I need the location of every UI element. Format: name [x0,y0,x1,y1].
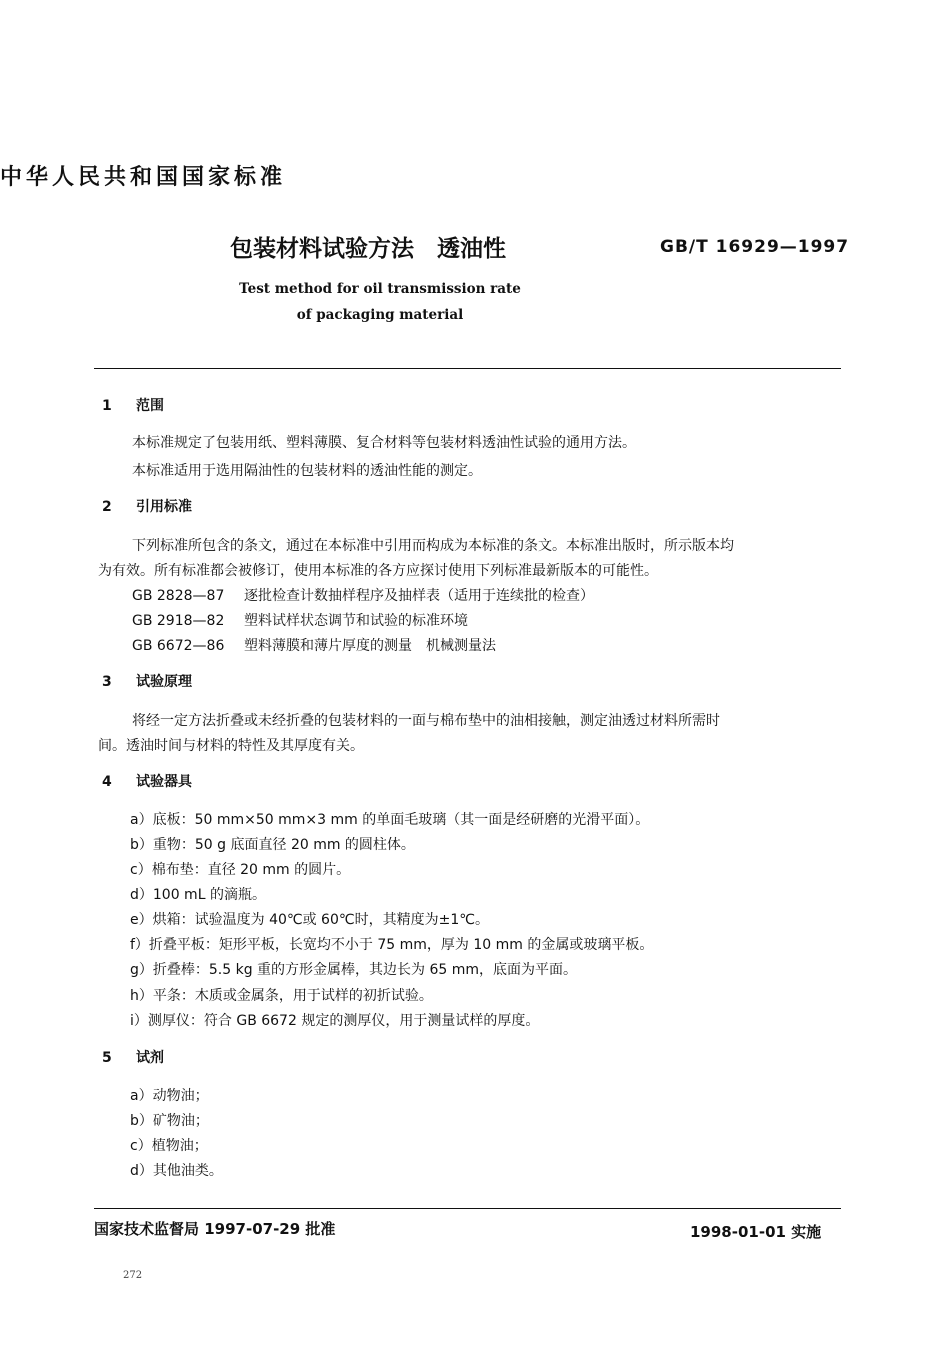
section-title: 引用标准 [136,499,192,515]
reagent-item-d: d）其他油类。 [130,1163,223,1179]
section-number: 4 [102,774,112,790]
apparatus-item-c: c）棉布垫：直径 20 mm 的圆片。 [130,862,351,878]
section-3-heading [102,671,192,691]
reagent-item-a: a）动物油； [130,1088,209,1104]
reference-title: 塑料试样状态调节和试验的标准环境 [244,613,468,629]
reference-title: 逐批检查计数抽样程序及抽样表（适用于连续批的检查） [244,588,594,604]
section-2-paragraph-line-2: 为有效。所有标准都会被修订，使用本标准的各方应探讨使用下列标准最新版本的可能性。 [98,563,658,579]
section-title: 试验原理 [136,674,192,690]
section-2-heading [102,496,192,516]
apparatus-item-a: a）底板：50 mm×50 mm×3 mm 的单面毛玻璃（其一面是经研磨的光滑平面）。 [130,812,650,828]
reference-item [132,610,468,630]
section-3-paragraph-line-1: 将经一定方法折叠或未经折叠的包装材料的一面与棉布垫中的油相接触，测定油透过材料所需时 [132,713,720,729]
english-title-line-1: Test method for oil transmission rate [239,281,521,297]
section-title: 范围 [136,398,164,414]
footer-divider [94,1208,841,1209]
section-1-paragraph-2: 本标准适用于选用隔油性的包装材料的透油性能的测定。 [132,463,482,479]
reference-code: GB 6672—86 [132,638,225,654]
section-title: 试剂 [136,1050,164,1066]
apparatus-item-d: d）100 mL 的滴瓶。 [130,887,266,903]
reagent-item-c: c）植物油； [130,1138,208,1154]
section-number: 2 [102,499,112,515]
header-divider [94,368,841,369]
national-standard-title: 中华人民共和国国家标准 [0,165,287,190]
english-title-line-2: of packaging material [296,307,464,323]
implementation-date: 1998-01-01 实施 [690,1223,822,1241]
section-number: 3 [102,674,112,690]
section-number: 1 [102,398,112,414]
section-number: 5 [102,1050,112,1066]
page-number: 272 [123,1270,143,1281]
reagent-item-b: b）矿物油； [130,1113,209,1129]
apparatus-item-g: g）折叠棒：5.5 kg 重的方形金属棒，其边长为 65 mm，底面为平面。 [130,962,578,978]
reference-item [132,635,496,655]
section-5-heading [102,1047,164,1067]
apparatus-item-h: h）平条：木质或金属条，用于试样的初折试验。 [130,988,433,1004]
reference-code: GB 2918—82 [132,613,225,629]
section-1-paragraph-1: 本标准规定了包装用纸、塑料薄膜、复合材料等包装材料透油性试验的通用方法。 [132,435,636,451]
apparatus-item-f: f）折叠平板：矩形平板，长宽均不小于 75 mm，厚为 10 mm 的金属或玻璃平板。 [130,937,654,953]
reference-title: 塑料薄膜和薄片厚度的测量 机械测量法 [244,638,496,654]
section-3-paragraph-line-2: 间。透油时间与材料的特性及其厚度有关。 [98,738,364,754]
section-title: 试验器具 [136,774,192,790]
approval-date: 国家技术监督局 1997-07-29 批准 [94,1220,336,1238]
apparatus-item-i: i）测厚仪：符合 GB 6672 规定的测厚仪，用于测量试样的厚度。 [130,1013,540,1029]
document-title: 包装材料试验方法 透油性 [230,236,506,262]
reference-code: GB 2828—87 [132,588,225,604]
section-2-paragraph-line-1: 下列标准所包含的条文，通过在本标准中引用而构成为本标准的条文。本标准出版时，所示版本均 [132,538,734,554]
section-4-heading [102,771,192,791]
section-1-heading [102,395,164,415]
apparatus-item-e: e）烘箱：试验温度为 40℃或 60℃时，其精度为±1℃。 [130,912,489,928]
standard-code: GB/T 16929—1997 [660,237,850,257]
apparatus-item-b: b）重物：50 g 底面直径 20 mm 的圆柱体。 [130,837,415,853]
reference-item [132,585,594,605]
